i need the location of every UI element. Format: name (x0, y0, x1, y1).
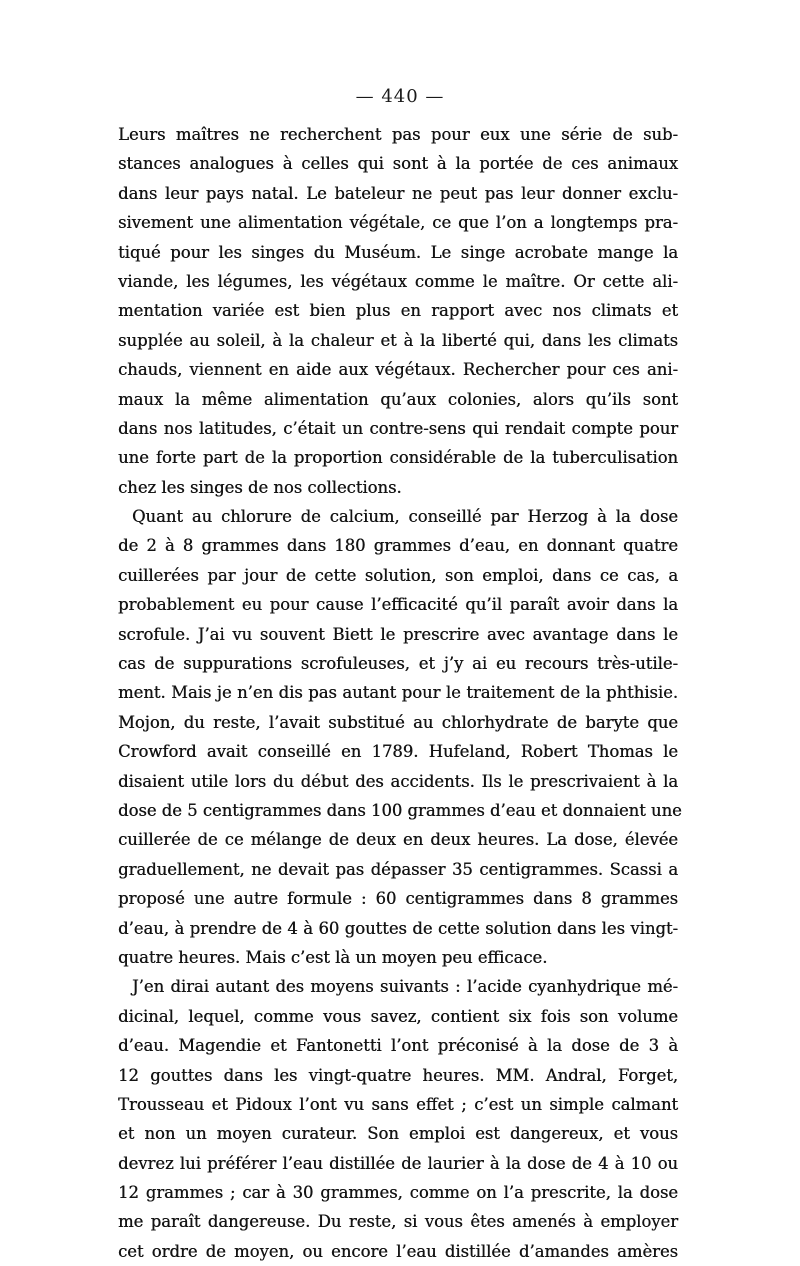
text-line: une forte part de la proportion considérable de la tuberculisation (118, 448, 678, 468)
paragraph-start-line: J’en dirai autant des moyens suivants : l’acide cyanhydrique mé- (132, 977, 678, 997)
text-line: d’eau, à prendre de 4 à 60 gouttes de cette solution dans les vingt- (118, 918, 678, 938)
text-line: Trousseau et Pidoux l’ont vu sans effet ; c’est un simple calmant (118, 1094, 678, 1114)
text-line: maux la même alimentation qu’aux colonies, alors qu’ils sont (118, 389, 678, 409)
body-text (118, 120, 682, 1266)
text-line: proposé une autre formule : 60 centigrammes dans 8 grammes (118, 889, 678, 909)
text-line: devrez lui préférer l’eau distillée de laurier à la dose de 4 à 10 ou (118, 1153, 678, 1173)
text-line: cet ordre de moyen, ou encore l’eau distillée d’amandes amères (118, 1241, 678, 1261)
text-line: de 2 à 8 grammes dans 180 grammes d’eau, en donnant quatre (118, 536, 678, 556)
text-line: tiqué pour les singes du Muséum. Le singe acrobate mange la (118, 242, 678, 262)
text-line: dicinal, lequel, comme vous savez, contient six fois son volume (118, 1006, 678, 1026)
text-line: sivement une alimentation végétale, ce que l’on a longtemps pra- (118, 213, 678, 233)
text-line: stances analogues à celles qui sont à la portée de ces animaux (118, 154, 678, 174)
text-line: dose de 5 centigrammes dans 100 grammes d’eau et donnaient une (118, 800, 682, 820)
page-number: — 440 — (355, 86, 445, 107)
text-line: Mojon, du reste, l’avait substitué au chlorhydrate de baryte que (118, 712, 678, 732)
text-line: 12 gouttes dans les vingt-quatre heures. MM. Andral, Forget, (118, 1065, 678, 1085)
text-line: disaient utile lors du début des accidents. Ils le prescrivaient à la (118, 771, 678, 791)
text-line: scrofule. J’ai vu souvent Biett le prescrire avec avantage dans le (118, 624, 678, 644)
text-line: viande, les légumes, les végétaux comme le maître. Or cette ali- (118, 271, 678, 291)
text-line: et non un moyen curateur. Son emploi est dangereux, et vous (118, 1124, 678, 1144)
text-line: supplée au soleil, à la chaleur et à la liberté qui, dans les climats (118, 330, 678, 350)
text-line: cuillerées par jour de cette solution, son emploi, dans ce cas, a (118, 565, 678, 585)
text-line: chauds, viennent en aide aux végétaux. Rechercher pour ces ani- (118, 360, 678, 380)
text-line: cuillerée de ce mélange de deux en deux heures. La dose, élevée (118, 830, 678, 850)
text-line: d’eau. Magendie et Fantonetti l’ont préconisé à la dose de 3 à (118, 1036, 678, 1056)
text-line: dans nos latitudes, c’était un contre-sens qui rendait compte pour (118, 418, 678, 438)
text-line: me paraît dangereuse. Du reste, si vous êtes amenés à employer (118, 1212, 678, 1232)
paragraph-start-line: Quant au chlorure de calcium, conseillé par Herzog à la dose (132, 507, 678, 527)
text-line: mentation variée est bien plus en rapport avec nos climats et (118, 301, 678, 321)
text-line: dans leur pays natal. Le bateleur ne peut pas leur donner exclu- (118, 183, 678, 203)
text-line: Leurs maîtres ne recherchent pas pour eux une série de sub- (118, 125, 678, 144)
text-line: chez les singes de nos collections. (118, 477, 402, 497)
text-line: probablement eu pour cause l’efficacité qu’il paraît avoir dans la (118, 595, 678, 615)
text-line: graduellement, ne devait pas dépasser 35 centigrammes. Scassi a (118, 859, 678, 879)
text-line: 12 grammes ; car à 30 grammes, comme on l’a prescrite, la dose (118, 1183, 678, 1203)
text-line: Crowford avait conseillé en 1789. Hufeland, Robert Thomas le (118, 742, 678, 762)
text-line: cas de suppurations scrofuleuses, et j’y ai eu recours très-utile- (118, 654, 678, 674)
text-line: quatre heures. Mais c’est là un moyen peu efficace. (118, 947, 548, 967)
text-line: ment. Mais je n’en dis pas autant pour le traitement de la phthisie. (118, 683, 678, 703)
